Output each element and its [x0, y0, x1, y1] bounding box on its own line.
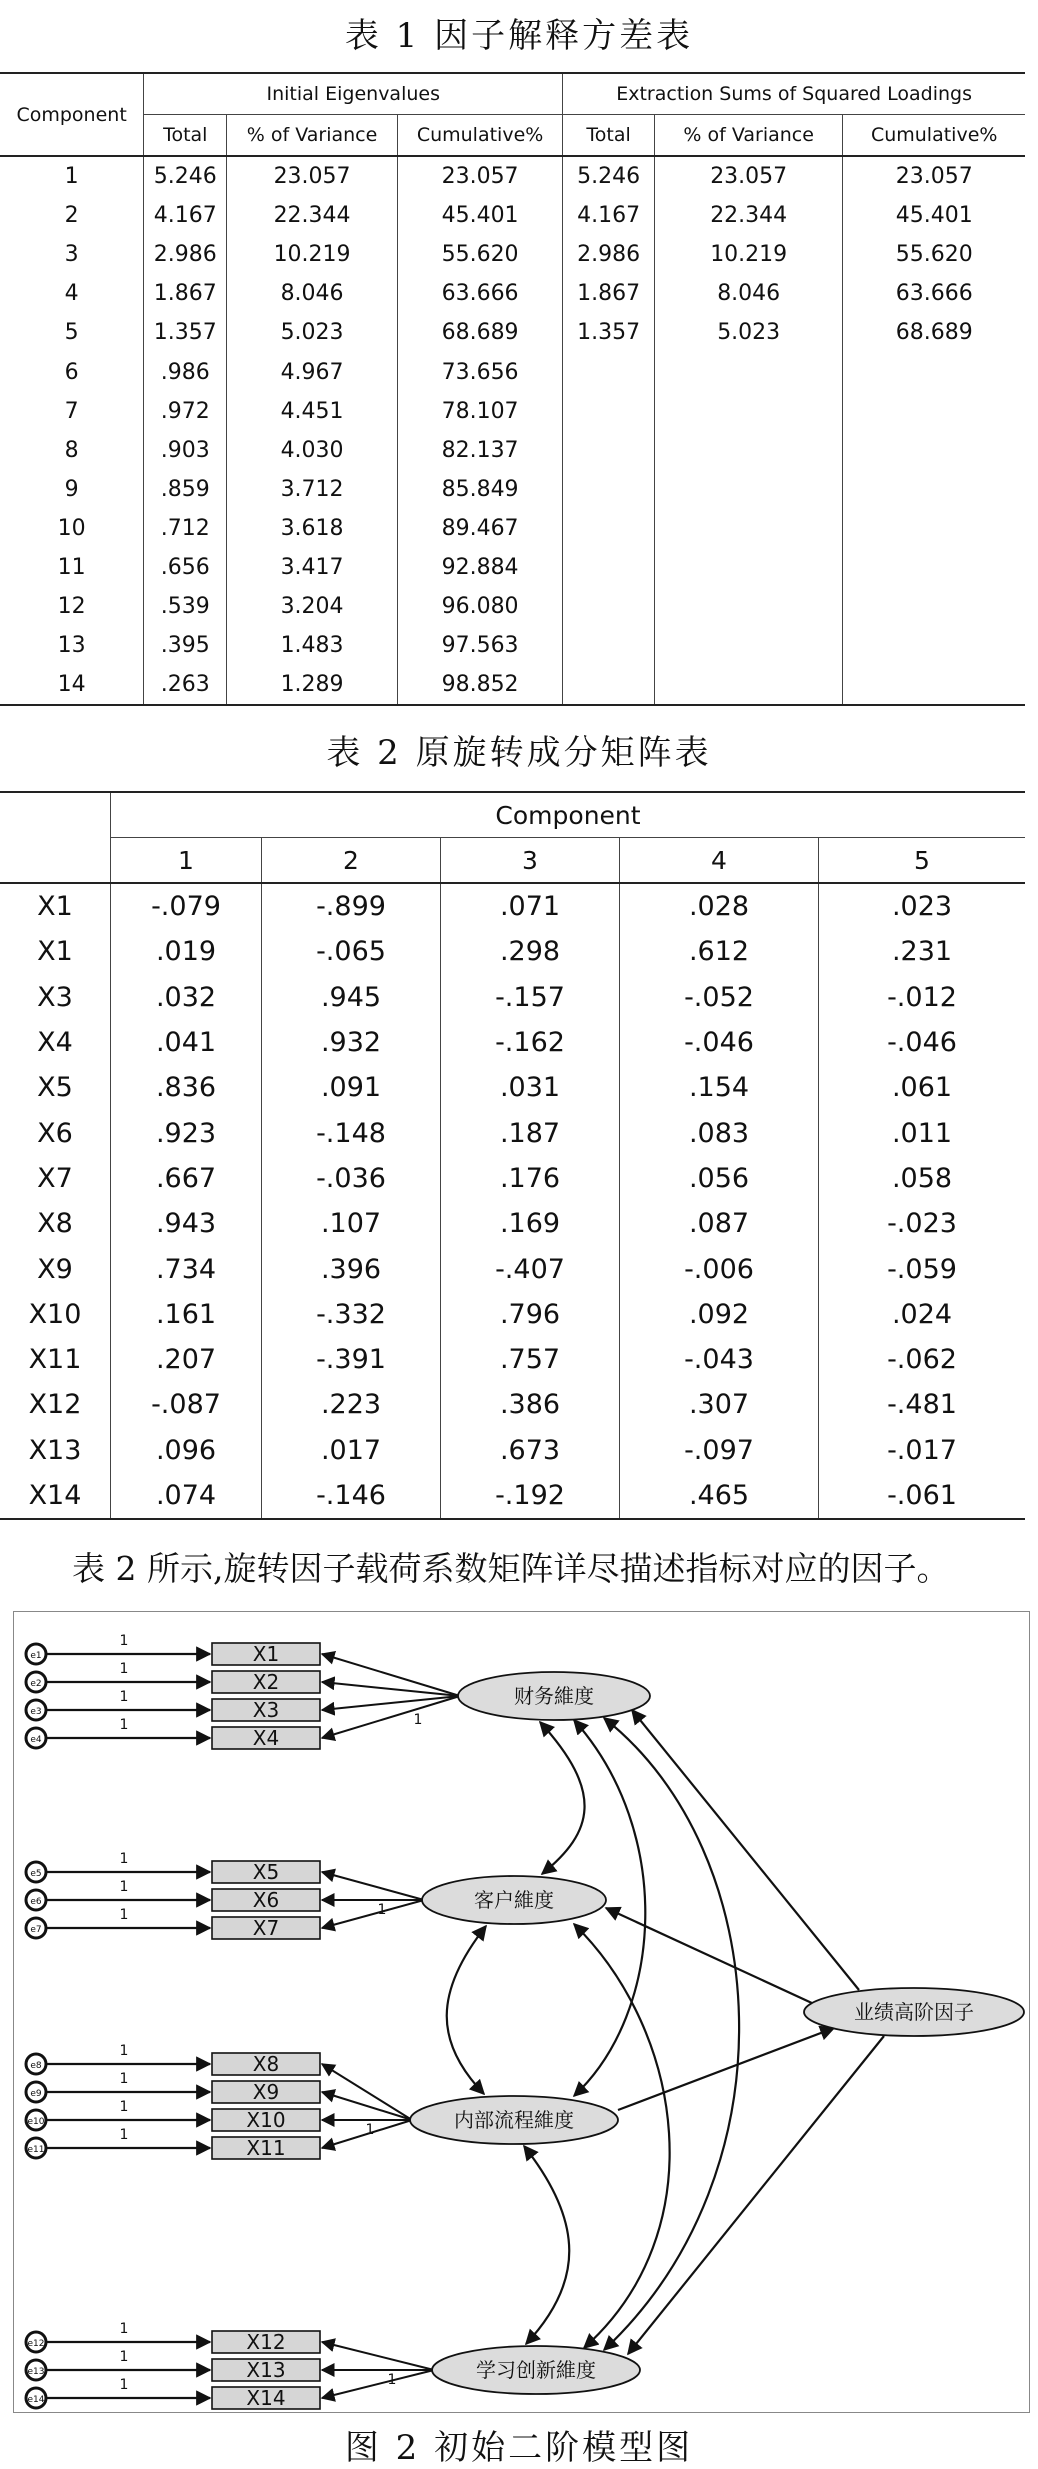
t1-row — [0, 626, 1025, 665]
t1-cell: 73.656 — [397, 352, 562, 391]
t1-cell: .656 — [144, 548, 227, 587]
t1-cell — [563, 548, 655, 587]
t2-cell: -.407 — [441, 1246, 620, 1291]
t1-cell — [843, 352, 1025, 391]
t2-col-2: 2 — [262, 838, 441, 884]
t1-cell — [563, 431, 655, 470]
indicator-label: X11 — [246, 2136, 286, 2160]
t1-cell: 3.204 — [227, 587, 398, 626]
path-weight-label: 1 — [119, 2099, 129, 2115]
t2-row — [0, 1201, 1025, 1246]
t1-cell: .972 — [144, 392, 227, 431]
path-weight-label: 1 — [119, 2043, 129, 2059]
t2-cell: -.162 — [441, 1020, 620, 1065]
t1-cell: 8.046 — [227, 274, 398, 313]
t1-cell — [563, 587, 655, 626]
t2-cell: .074 — [111, 1473, 262, 1519]
t2-cell: -.157 — [441, 975, 620, 1020]
t2-cell: .011 — [819, 1110, 1026, 1155]
t2-cell: .187 — [441, 1110, 620, 1155]
t1-cell: 23.057 — [654, 156, 842, 196]
t2-row — [0, 1110, 1025, 1155]
t2-cell: .083 — [620, 1110, 819, 1155]
t1-cell: 22.344 — [654, 196, 842, 235]
indicator-label: X14 — [246, 2386, 286, 2410]
t2-cell: X8 — [37, 1208, 73, 1240]
t1-cell — [654, 431, 842, 470]
t2-row — [0, 1065, 1025, 1110]
t1-cell: 5.246 — [563, 156, 655, 196]
t2-cell: .041 — [111, 1020, 262, 1065]
indicator-label: X3 — [252, 1698, 280, 1722]
sem-svg — [14, 1612, 1029, 2412]
t1-cell: 9 — [64, 476, 79, 502]
factor-label: 学习创新維度 — [476, 2358, 596, 2382]
t1-row — [0, 392, 1025, 431]
t2-cell: X6 — [37, 1117, 73, 1149]
loading-path — [322, 2370, 434, 2398]
loading-path — [322, 2064, 412, 2120]
t2-cell: .028 — [620, 883, 819, 929]
t1-cell — [843, 665, 1025, 705]
table2 — [0, 791, 1025, 1520]
t1-cell: .859 — [144, 470, 227, 509]
t2-cell: -.148 — [262, 1110, 441, 1155]
t2-cell: -.052 — [620, 975, 819, 1020]
t1-cell: 85.849 — [397, 470, 562, 509]
t2-cell: -.062 — [819, 1337, 1026, 1382]
t2-cell: -.097 — [620, 1428, 819, 1473]
error-label: e8 — [30, 2061, 42, 2071]
path-weight-label: 1 — [119, 1879, 129, 1895]
t2-cell: .176 — [441, 1156, 620, 1201]
t2-cell: .058 — [819, 1156, 1026, 1201]
t1-row — [0, 665, 1025, 705]
t2-row — [0, 1020, 1025, 1065]
t1-cell: 89.467 — [397, 509, 562, 548]
t1-cell: 55.620 — [843, 235, 1025, 274]
t1-row — [0, 431, 1025, 470]
t1-cell — [843, 587, 1025, 626]
t1-cell: 23.057 — [227, 156, 398, 196]
t1-cell: 45.401 — [843, 196, 1025, 235]
error-label: e12 — [27, 2339, 45, 2349]
t1-cell: 68.689 — [843, 313, 1025, 352]
t1-cell: 3.618 — [227, 509, 398, 548]
t2-row — [0, 1473, 1025, 1519]
t1-cell: .263 — [144, 665, 227, 705]
t2-cell: .024 — [819, 1292, 1026, 1337]
error-label: e11 — [27, 2145, 45, 2155]
t2-col-4: 4 — [620, 838, 819, 884]
t2-cell: .757 — [441, 1337, 620, 1382]
t1-cell: 45.401 — [397, 196, 562, 235]
sem-diagram — [13, 1611, 1030, 2413]
t2-cell: -.046 — [620, 1020, 819, 1065]
indicator-label: X12 — [246, 2330, 286, 2354]
t2-row — [0, 1337, 1025, 1382]
t1-col-ex-total: Total — [563, 115, 655, 157]
t1-cell — [654, 587, 842, 626]
t1-cell — [654, 392, 842, 431]
t2-cell: .161 — [111, 1292, 262, 1337]
t2-cell: X1 — [37, 891, 73, 923]
figure-caption: 图 2 初始二阶模型图 — [344, 2428, 694, 2468]
factor-label: 客户維度 — [474, 1888, 554, 1912]
t1-cell: 3.417 — [227, 548, 398, 587]
t2-cell: X1 — [37, 936, 73, 968]
t2-cell: -.391 — [262, 1337, 441, 1382]
error-label: e6 — [30, 1897, 42, 1907]
indicator-label: X10 — [246, 2108, 286, 2132]
t1-cell: 82.137 — [397, 431, 562, 470]
t2-cell: .087 — [620, 1201, 819, 1246]
t2-cell: .169 — [441, 1201, 620, 1246]
t1-cell — [843, 470, 1025, 509]
t2-cell: .386 — [441, 1382, 620, 1427]
t2-cell: -.046 — [819, 1020, 1026, 1065]
t2-cell: -.192 — [441, 1473, 620, 1519]
t2-row — [0, 1246, 1025, 1291]
t1-cell: 23.057 — [397, 156, 562, 196]
t1-cell: 96.080 — [397, 587, 562, 626]
loading-weight-label: 1 — [365, 2122, 375, 2138]
path-weight-label: 1 — [119, 2321, 129, 2337]
t1-cell: 63.666 — [843, 274, 1025, 313]
t1-cell: 92.884 — [397, 548, 562, 587]
path-weight-label: 1 — [119, 1689, 129, 1705]
t1-cell — [843, 626, 1025, 665]
t2-cell: -.012 — [819, 975, 1026, 1020]
error-label: e10 — [27, 2117, 45, 2127]
t1-cell: .712 — [144, 509, 227, 548]
loading-weight-label: 1 — [413, 1712, 423, 1728]
t2-row — [0, 929, 1025, 974]
path-weight-label: 1 — [119, 1851, 129, 1867]
t2-cell: X9 — [37, 1253, 73, 1285]
t1-cell — [654, 548, 842, 587]
t1-row — [0, 235, 1025, 274]
path-weight-label: 1 — [119, 1717, 129, 1733]
t2-cell: X7 — [37, 1162, 73, 1194]
t1-col-variance: % of Variance — [227, 115, 398, 157]
t1-row — [0, 196, 1025, 235]
t2-cell: .465 — [620, 1473, 819, 1519]
indicator-label: X5 — [252, 1860, 280, 1884]
t2-cell: -.332 — [262, 1292, 441, 1337]
table1 — [0, 72, 1025, 706]
error-label: e7 — [30, 1925, 42, 1935]
indicator-label: X1 — [252, 1642, 280, 1666]
t1-cell: 98.852 — [397, 665, 562, 705]
t2-cell: .092 — [620, 1292, 819, 1337]
t1-cell — [843, 548, 1025, 587]
loading-path — [322, 2342, 434, 2370]
t1-cell — [654, 470, 842, 509]
t1-cell: 1.483 — [227, 626, 398, 665]
t1-cell: 5.246 — [144, 156, 227, 196]
table2-caption: 表 2 原旋转成分矩阵表 — [326, 733, 712, 773]
path-weight-label: 1 — [119, 1661, 129, 1677]
error-label: e14 — [27, 2395, 45, 2405]
t1-cell — [563, 665, 655, 705]
t1-cell: 4.967 — [227, 352, 398, 391]
t1-cell: 78.107 — [397, 392, 562, 431]
indicator-label: X8 — [252, 2052, 280, 2076]
t2-cell: .796 — [441, 1292, 620, 1337]
t1-cell: 11 — [57, 554, 86, 580]
t1-cell — [654, 352, 842, 391]
error-label: e5 — [30, 1869, 42, 1879]
t2-cell: X12 — [28, 1389, 82, 1421]
t1-cell: 12 — [57, 594, 86, 620]
t1-cell: 1.867 — [563, 274, 655, 313]
t2-cell: -.043 — [620, 1337, 819, 1382]
t2-cell: -.061 — [819, 1473, 1026, 1519]
t1-cell: 10 — [57, 515, 86, 541]
t2-col-3: 3 — [441, 838, 620, 884]
path-weight-label: 1 — [119, 2071, 129, 2087]
t1-cell — [563, 509, 655, 548]
table1-caption: 表 1 因子解释方差表 — [344, 16, 694, 56]
t1-col-component: Component — [0, 73, 144, 156]
t2-cell: .019 — [111, 929, 262, 974]
t2-group-component: Component — [111, 792, 1026, 838]
t1-cell: .395 — [144, 626, 227, 665]
t2-cell: .307 — [620, 1382, 819, 1427]
path-weight-label: 1 — [119, 2127, 129, 2143]
error-label: e1 — [30, 1651, 42, 1661]
t2-cell: -.059 — [819, 1246, 1026, 1291]
path-weight-label: 1 — [119, 2349, 129, 2365]
t2-cell: .667 — [111, 1156, 262, 1201]
indicator-label: X7 — [252, 1916, 280, 1940]
t1-cell: 4.451 — [227, 392, 398, 431]
t2-cell: .091 — [262, 1065, 441, 1110]
t1-group-initial: Initial Eigenvalues — [144, 73, 563, 115]
t1-cell — [563, 626, 655, 665]
indicator-label: X2 — [252, 1670, 280, 1694]
loading-weight-label: 1 — [377, 1902, 387, 1918]
t1-cell: 1.289 — [227, 665, 398, 705]
covariance-arc — [524, 2146, 569, 2344]
t1-col-total: Total — [144, 115, 227, 157]
indicator-label: X6 — [252, 1888, 280, 1912]
t2-row — [0, 1428, 1025, 1473]
error-label: e3 — [30, 1707, 42, 1717]
t1-row — [0, 470, 1025, 509]
t1-cell — [843, 392, 1025, 431]
t1-cell: 97.563 — [397, 626, 562, 665]
path-weight-label: 1 — [119, 1633, 129, 1649]
t1-cell: 63.666 — [397, 274, 562, 313]
covariance-arc — [447, 1926, 486, 2094]
t2-cell: -.023 — [819, 1201, 1026, 1246]
covariance-arc — [540, 1722, 585, 1874]
t1-cell: 2.986 — [144, 235, 227, 274]
t2-cell: .023 — [819, 883, 1026, 929]
t2-cell: .096 — [111, 1428, 262, 1473]
t2-cell: X10 — [28, 1298, 82, 1330]
t1-cell: 1.357 — [144, 313, 227, 352]
t2-cell: -.006 — [620, 1246, 819, 1291]
t1-cell: 3.712 — [227, 470, 398, 509]
t1-cell: 4 — [64, 281, 79, 307]
t2-col-var — [0, 792, 111, 883]
t1-cell: 1.357 — [563, 313, 655, 352]
t2-cell: .017 — [262, 1428, 441, 1473]
t2-row — [0, 1156, 1025, 1201]
t1-cell — [563, 352, 655, 391]
t2-cell: .943 — [111, 1201, 262, 1246]
t2-row — [0, 1292, 1025, 1337]
t2-cell: .061 — [819, 1065, 1026, 1110]
t2-cell: .612 — [620, 929, 819, 974]
t2-row — [0, 883, 1025, 929]
t2-cell: -.146 — [262, 1473, 441, 1519]
t2-cell: .223 — [262, 1382, 441, 1427]
t1-cell: 1.867 — [144, 274, 227, 313]
t2-cell: .673 — [441, 1428, 620, 1473]
t1-cell: 8 — [64, 437, 79, 463]
t1-row — [0, 548, 1025, 587]
t1-cell: 23.057 — [843, 156, 1025, 196]
t1-cell: 4.030 — [227, 431, 398, 470]
t2-cell: .945 — [262, 975, 441, 1020]
t1-cell: 6 — [64, 359, 79, 385]
indicator-label: X4 — [252, 1726, 280, 1750]
path-arrow — [606, 1908, 814, 2004]
t1-cell — [843, 431, 1025, 470]
t2-cell: -.087 — [111, 1382, 262, 1427]
loading-path — [322, 1872, 424, 1900]
t2-cell: X5 — [37, 1072, 73, 1104]
t1-row — [0, 587, 1025, 626]
t2-cell: X4 — [37, 1027, 73, 1059]
t1-row — [0, 509, 1025, 548]
t2-cell: X11 — [28, 1344, 82, 1376]
t1-cell: 68.689 — [397, 313, 562, 352]
t1-cell: 13 — [57, 633, 86, 659]
t1-cell — [563, 392, 655, 431]
t1-row — [0, 313, 1025, 352]
t2-cell: .923 — [111, 1110, 262, 1155]
t2-cell: -.017 — [819, 1428, 1026, 1473]
t1-cell: 1 — [64, 164, 79, 190]
t2-col-1: 1 — [111, 838, 262, 884]
t2-cell: .298 — [441, 929, 620, 974]
indicator-label: X9 — [252, 2080, 280, 2104]
t2-cell: -.065 — [262, 929, 441, 974]
t1-row — [0, 352, 1025, 391]
t2-cell: .032 — [111, 975, 262, 1020]
t1-col-ex-variance: % of Variance — [654, 115, 842, 157]
error-label: e4 — [30, 1735, 42, 1745]
path-arrow — [632, 1710, 859, 1990]
t1-cell: 2.986 — [563, 235, 655, 274]
path-arrow — [618, 2028, 834, 2110]
path-weight-label: 1 — [119, 1907, 129, 1923]
t1-cell: 22.344 — [227, 196, 398, 235]
t2-cell: .396 — [262, 1246, 441, 1291]
t2-cell: X13 — [28, 1434, 82, 1466]
t2-cell: -.079 — [111, 883, 262, 929]
t2-row — [0, 1382, 1025, 1427]
t1-cell: 8.046 — [654, 274, 842, 313]
t1-cell — [654, 665, 842, 705]
factor-label: 财务維度 — [514, 1684, 594, 1708]
t2-cell: .231 — [819, 929, 1026, 974]
factor-label: 内部流程維度 — [454, 2108, 574, 2132]
loading-path — [322, 2092, 412, 2120]
t1-cell: 2 — [64, 203, 79, 229]
loading-weight-label: 1 — [387, 2372, 397, 2388]
t2-cell: .071 — [441, 883, 620, 929]
t1-cell: .903 — [144, 431, 227, 470]
t1-cell: .986 — [144, 352, 227, 391]
indicator-label: X13 — [246, 2358, 286, 2382]
t1-row — [0, 274, 1025, 313]
t1-cell: 14 — [0, 665, 144, 705]
t2-cell: .207 — [111, 1337, 262, 1382]
t1-cell — [654, 509, 842, 548]
t2-row — [0, 975, 1025, 1020]
t2-cell: -.899 — [262, 883, 441, 929]
t2-cell: -.481 — [819, 1382, 1026, 1427]
t2-cell: .031 — [441, 1065, 620, 1110]
t2-cell: .056 — [620, 1156, 819, 1201]
t1-col-cumulative: Cumulative% — [397, 115, 562, 157]
t1-col-ex-cumulative: Cumulative% — [843, 115, 1025, 157]
t1-cell — [563, 470, 655, 509]
t1-cell: 7 — [64, 398, 79, 424]
t1-cell: 10.219 — [227, 235, 398, 274]
t1-cell: 4.167 — [144, 196, 227, 235]
t1-cell: 10.219 — [654, 235, 842, 274]
t2-col-5: 5 — [819, 838, 1026, 884]
t1-cell: 5.023 — [654, 313, 842, 352]
t2-cell: X14 — [0, 1473, 111, 1519]
t1-cell: 3 — [64, 242, 79, 268]
t1-cell: 5 — [64, 320, 79, 346]
path-weight-label: 1 — [119, 2377, 129, 2393]
t1-cell: 4.167 — [563, 196, 655, 235]
covariance-arc — [604, 1718, 739, 2350]
t2-cell: -.036 — [262, 1156, 441, 1201]
t1-cell: 5.023 — [227, 313, 398, 352]
t1-cell: 55.620 — [397, 235, 562, 274]
t2-cell: .154 — [620, 1065, 819, 1110]
t2-cell: .836 — [111, 1065, 262, 1110]
t1-cell — [654, 626, 842, 665]
t1-cell: .539 — [144, 587, 227, 626]
t1-row — [0, 156, 1025, 196]
t1-cell — [843, 509, 1025, 548]
loading-path — [322, 1900, 424, 1928]
t1-group-extraction: Extraction Sums of Squared Loadings — [563, 73, 1025, 115]
t2-cell: X3 — [37, 981, 73, 1013]
higher-factor-label: 业绩高阶因子 — [854, 2000, 974, 2024]
error-label: e2 — [30, 1679, 42, 1689]
error-label: e13 — [27, 2367, 45, 2377]
t2-cell: .107 — [262, 1201, 441, 1246]
error-label: e9 — [30, 2089, 42, 2099]
body-paragraph: 表 2 所示,旋转因子载荷系数矩阵详尽描述指标对应的因子。 — [72, 1549, 950, 1588]
t2-cell: .932 — [262, 1020, 441, 1065]
t2-cell: .734 — [111, 1246, 262, 1291]
